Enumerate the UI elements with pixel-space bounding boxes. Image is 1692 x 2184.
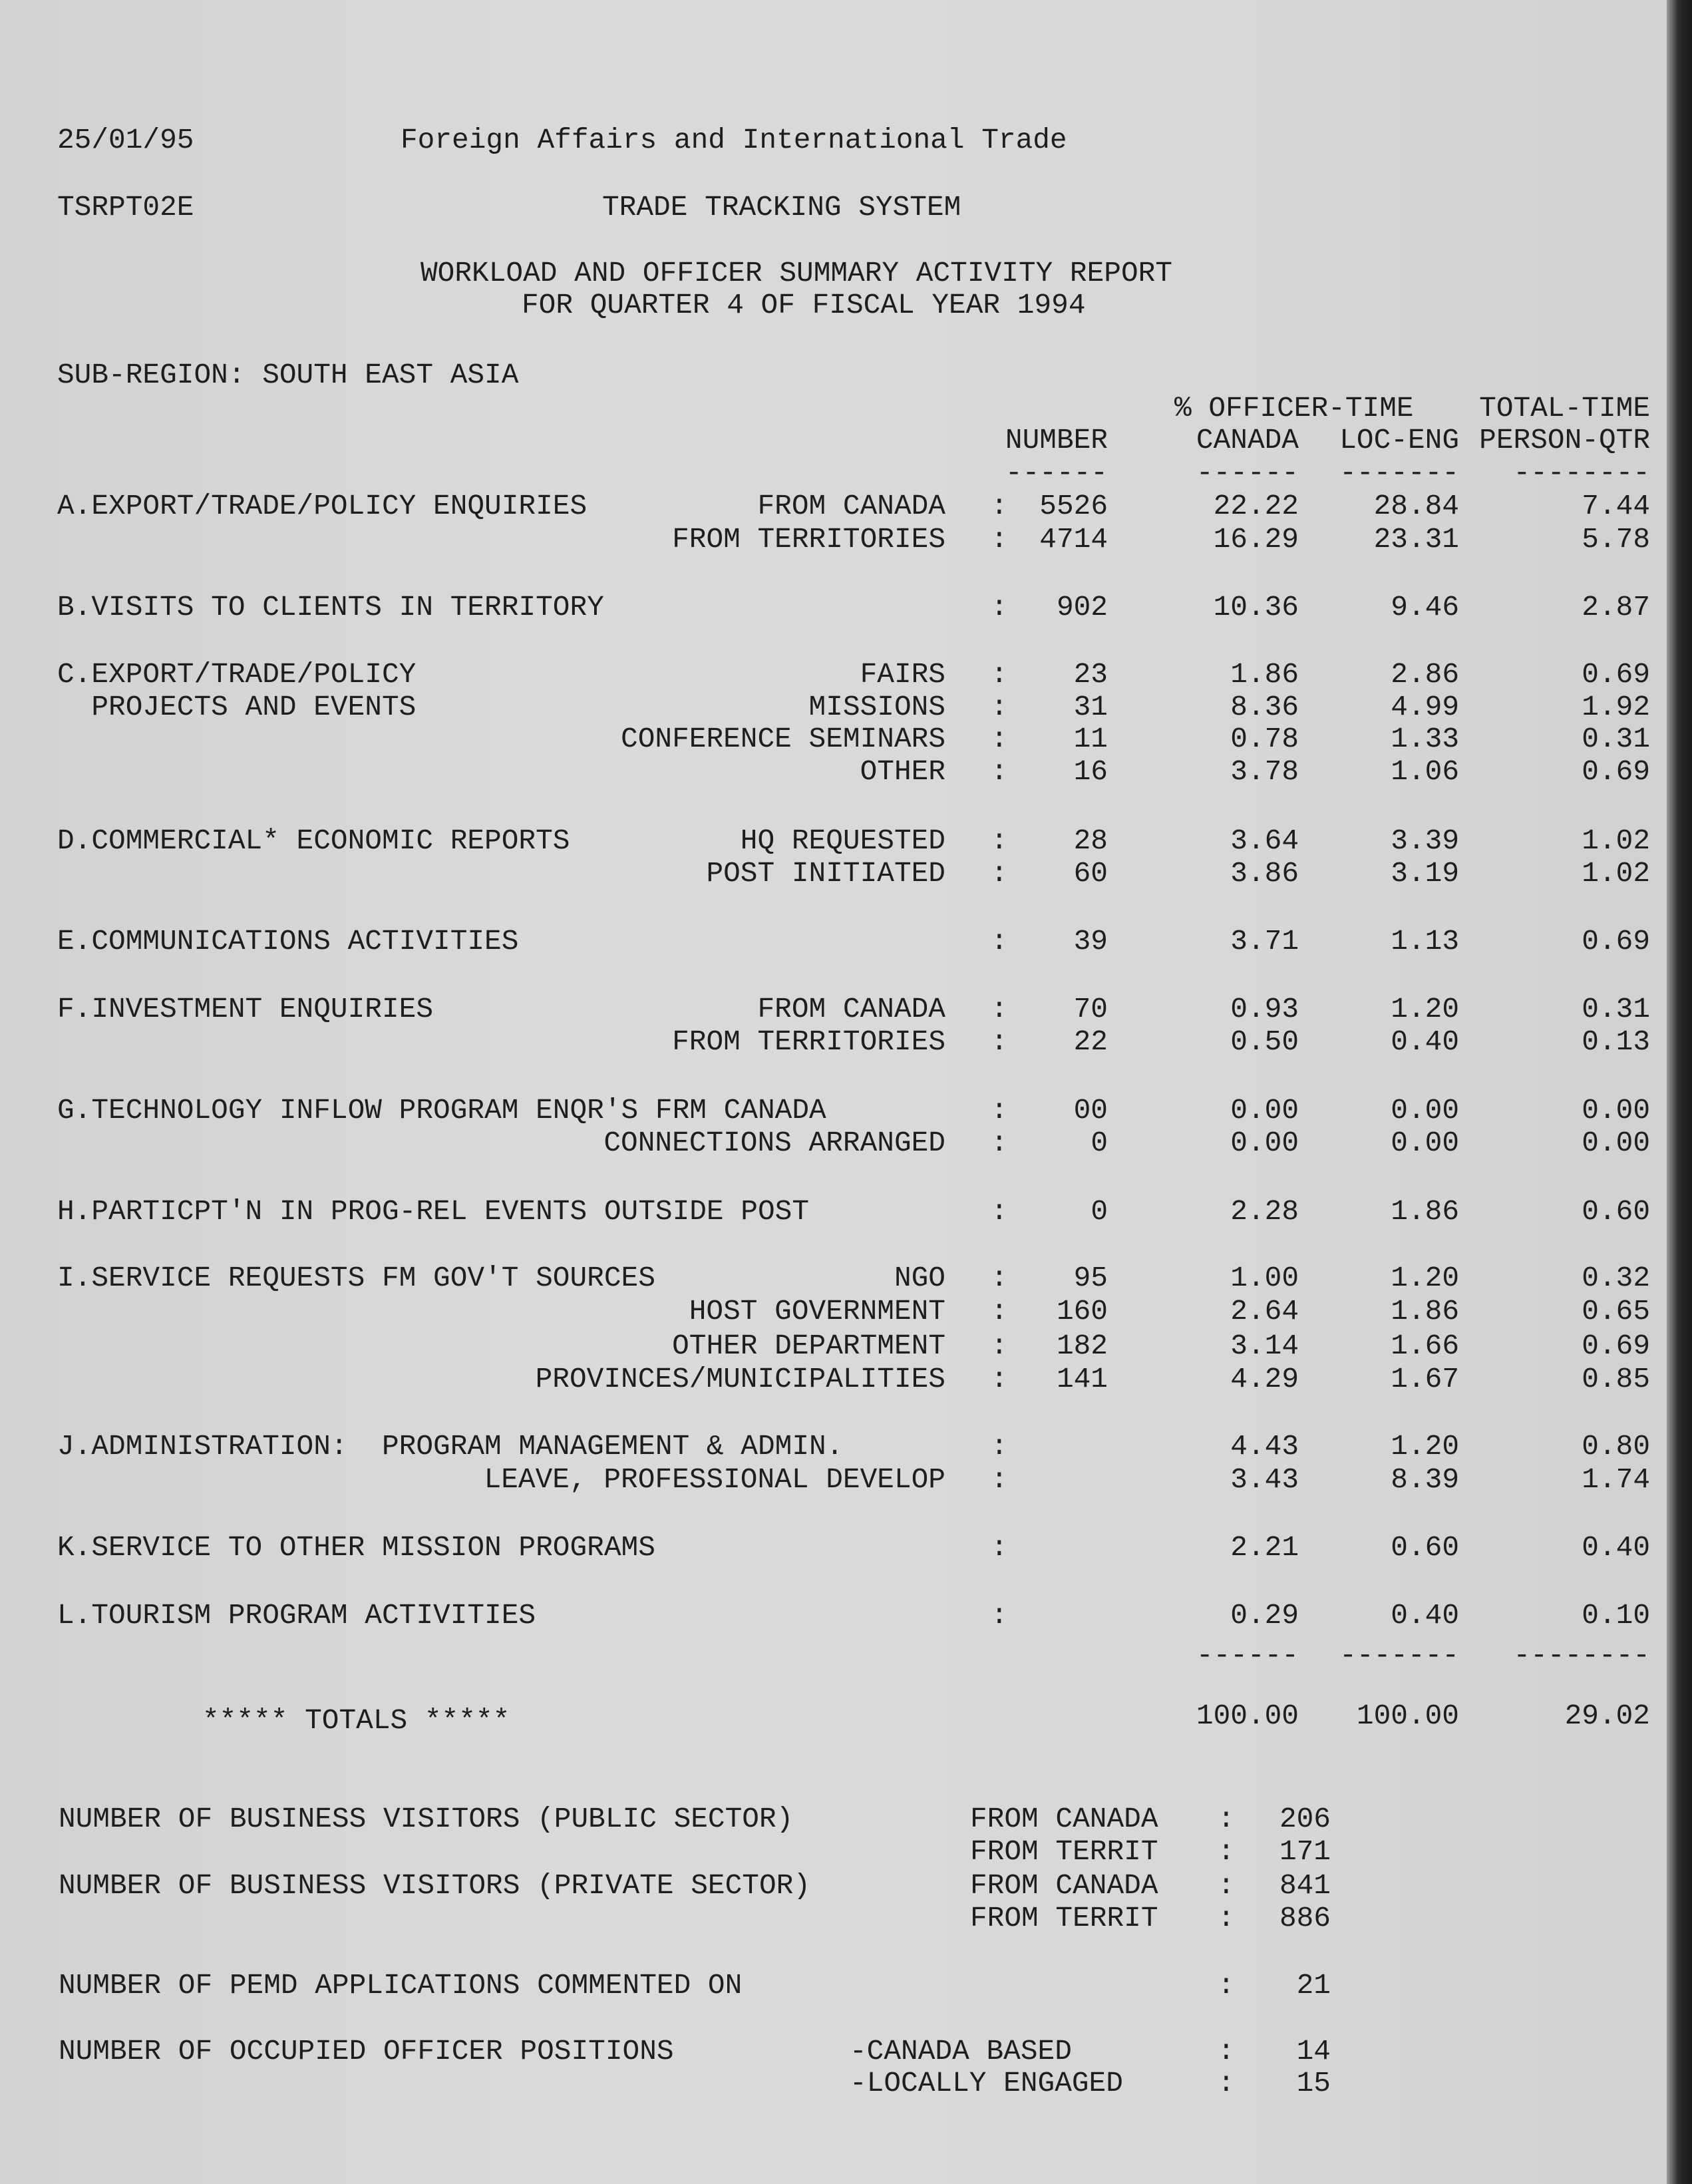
totals-rule-loc-eng: ------- [1339, 1639, 1459, 1672]
row-colon: : [991, 1195, 1008, 1228]
row-loc-eng: 3.19 [1391, 857, 1459, 890]
row-total: 0.00 [1582, 1094, 1650, 1127]
row-total: 0.69 [1582, 1330, 1650, 1362]
visitor-row-value: 886 [1279, 1902, 1331, 1934]
row-colon: : [991, 723, 1008, 755]
visitor-row-colon: : [1218, 1902, 1235, 1934]
row-total: 0.69 [1582, 755, 1650, 788]
row-number: 5526 [1039, 490, 1108, 522]
row-loc-eng: 0.60 [1391, 1531, 1459, 1564]
row-total: 7.44 [1582, 490, 1650, 522]
row-canada: 2.28 [1230, 1195, 1299, 1228]
row-colon: : [991, 658, 1008, 691]
row-number: 902 [1056, 591, 1108, 624]
col-header-person-qtr: PERSON-QTR [1479, 424, 1650, 456]
row-total: 0.10 [1582, 1599, 1650, 1632]
row-sub: HOST GOVERNMENT [689, 1295, 945, 1328]
totals-person-qtr: 29.02 [1564, 1700, 1650, 1732]
visitor-row-colon: : [1218, 1835, 1235, 1868]
row-colon: : [991, 490, 1008, 522]
sub-region: SUB-REGION: SOUTH EAST ASIA [57, 359, 519, 391]
row-number: 22 [1073, 1025, 1108, 1058]
visitor-row-label: NUMBER OF BUSINESS VISITORS (PRIVATE SECTOR) [59, 1869, 811, 1902]
row-number: 23 [1073, 658, 1108, 691]
row-colon: : [991, 1599, 1008, 1632]
col-rule-person-qtr: -------- [1513, 456, 1650, 489]
row-total: 0.40 [1582, 1531, 1650, 1564]
report-date: 25/01/95 [57, 124, 194, 156]
row-total: 1.74 [1582, 1463, 1650, 1496]
visitor-row-source: FROM CANADA [970, 1803, 1158, 1835]
row-number: 70 [1073, 993, 1108, 1025]
report-code: TSRPT02E [57, 191, 194, 224]
visitor-row-value: 206 [1279, 1803, 1331, 1835]
row-sub: CONFERENCE SEMINARS [621, 723, 945, 755]
row-number: 28 [1073, 824, 1108, 857]
visitor-row-source: FROM TERRIT [970, 1902, 1158, 1934]
row-colon: : [991, 1363, 1008, 1395]
row-loc-eng: 1.20 [1391, 1430, 1459, 1463]
pemd-row-colon: : [1218, 1969, 1235, 2002]
col-rule-loc-eng: ------- [1339, 456, 1459, 489]
row-total: 1.02 [1582, 857, 1650, 890]
row-loc-eng: 8.39 [1391, 1463, 1459, 1496]
row-canada: 2.64 [1230, 1295, 1299, 1328]
row-colon: : [991, 1262, 1008, 1294]
row-loc-eng: 4.99 [1391, 691, 1459, 723]
row-sub: FROM CANADA [757, 490, 945, 522]
row-total: 0.31 [1582, 723, 1650, 755]
row-colon: : [991, 925, 1008, 958]
row-total: 0.00 [1582, 1127, 1650, 1159]
row-canada: 1.00 [1230, 1262, 1299, 1294]
row-sub: HQ REQUESTED [740, 824, 945, 857]
row-total: 0.60 [1582, 1195, 1650, 1228]
pemd-row-value: 21 [1296, 1969, 1331, 2002]
visitor-row-source: FROM TERRIT [970, 1835, 1158, 1868]
row-category: F.INVESTMENT ENQUIRIES [57, 993, 434, 1025]
row-colon: : [991, 591, 1008, 624]
row-loc-eng: 1.86 [1391, 1295, 1459, 1328]
visitor-row-colon: : [1218, 1803, 1235, 1835]
position-row-value: 15 [1296, 2067, 1331, 2099]
row-loc-eng: 3.39 [1391, 824, 1459, 857]
row-colon: : [991, 993, 1008, 1025]
row-colon: : [991, 1295, 1008, 1328]
row-number: 0 [1091, 1195, 1108, 1228]
row-total: 1.02 [1582, 824, 1650, 857]
col-header-loc-eng: LOC-ENG [1339, 424, 1459, 456]
row-canada: 3.78 [1230, 755, 1299, 788]
row-number: 141 [1056, 1363, 1108, 1395]
row-category: A.EXPORT/TRADE/POLICY ENQUIRIES [57, 490, 588, 522]
position-row-source: -LOCALLY ENGAGED [850, 2067, 1123, 2099]
row-loc-eng: 1.33 [1391, 723, 1459, 755]
row-category: PROJECTS AND EVENTS [57, 691, 417, 723]
row-sub: POST INITIATED [706, 857, 945, 890]
row-sub: OTHER [860, 755, 945, 788]
row-number: 00 [1073, 1094, 1108, 1127]
row-category: H.PARTICPT'N IN PROG-REL EVENTS OUTSIDE POST [57, 1195, 810, 1228]
totals-loc-eng: 100.00 [1356, 1700, 1459, 1732]
row-canada: 16.29 [1213, 523, 1299, 556]
visitor-row-source: FROM CANADA [970, 1869, 1158, 1902]
row-category: C.EXPORT/TRADE/POLICY [57, 658, 417, 691]
row-loc-eng: 1.13 [1391, 925, 1459, 958]
row-colon: : [991, 824, 1008, 857]
totals-label: ***** TOTALS ***** [202, 1704, 510, 1737]
col-header-number: NUMBER [1005, 424, 1108, 456]
page-shadow-edge [1667, 0, 1692, 2184]
row-canada: 3.14 [1230, 1330, 1299, 1362]
row-canada: 4.43 [1230, 1430, 1299, 1463]
row-category: E.COMMUNICATIONS ACTIVITIES [57, 925, 519, 958]
row-sub: LEAVE, PROFESSIONAL DEVELOP [484, 1463, 945, 1496]
row-category: I.SERVICE REQUESTS FM GOV'T SOURCES [57, 1262, 655, 1294]
totals-rule-canada: ------ [1196, 1639, 1299, 1672]
position-row-colon: : [1218, 2067, 1235, 2099]
pemd-row-label: NUMBER OF PEMD APPLICATIONS COMMENTED ON [59, 1969, 743, 2002]
row-loc-eng: 1.20 [1391, 1262, 1459, 1294]
row-total: 5.78 [1582, 523, 1650, 556]
row-sub: CONNECTIONS ARRANGED [603, 1127, 945, 1159]
row-sub: FROM TERRITORIES [672, 523, 945, 556]
row-colon: : [991, 691, 1008, 723]
row-category: B.VISITS TO CLIENTS IN TERRITORY [57, 591, 604, 624]
row-canada: 3.86 [1230, 857, 1299, 890]
visitor-row-value: 171 [1279, 1835, 1331, 1868]
row-canada: 0.93 [1230, 993, 1299, 1025]
row-canada: 22.22 [1213, 490, 1299, 522]
row-sub: OTHER DEPARTMENT [672, 1330, 945, 1362]
row-total: 0.65 [1582, 1295, 1650, 1328]
position-row-value: 14 [1296, 2035, 1331, 2068]
row-sub: MISSIONS [808, 691, 945, 723]
row-colon: : [991, 1463, 1008, 1496]
row-total: 0.69 [1582, 925, 1650, 958]
row-canada: 0.29 [1230, 1599, 1299, 1632]
position-row-colon: : [1218, 2035, 1235, 2068]
row-loc-eng: 1.06 [1391, 755, 1459, 788]
row-total: 0.80 [1582, 1430, 1650, 1463]
row-sub: FAIRS [860, 658, 945, 691]
row-total: 1.92 [1582, 691, 1650, 723]
row-loc-eng: 0.00 [1391, 1127, 1459, 1159]
row-colon: : [991, 1127, 1008, 1159]
row-loc-eng: 0.40 [1391, 1025, 1459, 1058]
totals-rule-person-qtr: -------- [1513, 1639, 1650, 1672]
row-sub: NGO [894, 1262, 945, 1294]
col-header-officer-time: % OFFICER-TIME [1174, 392, 1414, 425]
visitor-row-colon: : [1218, 1869, 1235, 1902]
row-colon: : [991, 1531, 1008, 1564]
row-canada: 1.86 [1230, 658, 1299, 691]
row-sub: FROM TERRITORIES [672, 1025, 945, 1058]
row-canada: 2.21 [1230, 1531, 1299, 1564]
row-total: 0.32 [1582, 1262, 1650, 1294]
col-header-canada: CANADA [1196, 424, 1299, 456]
row-loc-eng: 0.40 [1391, 1599, 1459, 1632]
row-total: 0.69 [1582, 658, 1650, 691]
row-total: 0.13 [1582, 1025, 1650, 1058]
row-loc-eng: 23.31 [1373, 523, 1459, 556]
row-colon: : [991, 755, 1008, 788]
row-colon: : [991, 1094, 1008, 1127]
row-total: 0.31 [1582, 993, 1650, 1025]
row-canada: 0.78 [1230, 723, 1299, 755]
col-rule-canada: ------ [1196, 456, 1299, 489]
row-loc-eng: 1.67 [1391, 1363, 1459, 1395]
col-header-total-time: TOTAL-TIME [1479, 392, 1650, 425]
row-canada: 3.64 [1230, 824, 1299, 857]
row-number: 4714 [1039, 523, 1108, 556]
row-number: 16 [1073, 755, 1108, 788]
row-number: 60 [1073, 857, 1108, 890]
row-loc-eng: 2.86 [1391, 658, 1459, 691]
row-number: 0 [1091, 1127, 1108, 1159]
report-subtitle: FOR QUARTER 4 OF FISCAL YEAR 1994 [522, 289, 1086, 321]
visitor-row-value: 841 [1279, 1869, 1331, 1902]
row-colon: : [991, 1330, 1008, 1362]
row-sub: FROM CANADA [757, 993, 945, 1025]
row-canada: 10.36 [1213, 591, 1299, 624]
row-canada: 8.36 [1230, 691, 1299, 723]
row-number: 11 [1073, 723, 1108, 755]
totals-canada: 100.00 [1196, 1700, 1299, 1732]
row-loc-eng: 1.66 [1391, 1330, 1459, 1362]
row-category: K.SERVICE TO OTHER MISSION PROGRAMS [57, 1531, 655, 1564]
report-title: WORKLOAD AND OFFICER SUMMARY ACTIVITY REPORT [421, 257, 1173, 289]
row-loc-eng: 28.84 [1373, 490, 1459, 522]
row-total: 2.87 [1582, 591, 1650, 624]
department-name: Foreign Affairs and International Trade [401, 124, 1067, 156]
row-loc-eng: 0.00 [1391, 1094, 1459, 1127]
system-name: TRADE TRACKING SYSTEM [602, 191, 961, 224]
row-canada: 4.29 [1230, 1363, 1299, 1395]
visitor-row-label: NUMBER OF BUSINESS VISITORS (PUBLIC SECTOR) [59, 1803, 794, 1835]
row-category: J.ADMINISTRATION: PROGRAM MANAGEMENT & ADMIN. [57, 1430, 844, 1463]
row-colon: : [991, 1430, 1008, 1463]
row-number: 160 [1056, 1295, 1108, 1328]
row-canada: 3.43 [1230, 1463, 1299, 1496]
row-canada: 0.00 [1230, 1094, 1299, 1127]
row-colon: : [991, 1025, 1008, 1058]
row-number: 31 [1073, 691, 1108, 723]
row-canada: 3.71 [1230, 925, 1299, 958]
row-category: G.TECHNOLOGY INFLOW PROGRAM ENQR'S FRM CANADA [57, 1094, 826, 1127]
row-category: D.COMMERCIAL* ECONOMIC REPORTS [57, 824, 570, 857]
row-category: L.TOURISM PROGRAM ACTIVITIES [57, 1599, 536, 1632]
row-loc-eng: 1.86 [1391, 1195, 1459, 1228]
row-total: 0.85 [1582, 1363, 1650, 1395]
row-number: 182 [1056, 1330, 1108, 1362]
position-row-label: NUMBER OF OCCUPIED OFFICER POSITIONS [59, 2035, 674, 2068]
row-sub: PROVINCES/MUNICIPALITIES [535, 1363, 945, 1395]
row-number: 39 [1073, 925, 1108, 958]
row-loc-eng: 9.46 [1391, 591, 1459, 624]
row-canada: 0.50 [1230, 1025, 1299, 1058]
row-number: 95 [1073, 1262, 1108, 1294]
row-colon: : [991, 857, 1008, 890]
row-colon: : [991, 523, 1008, 556]
position-row-source: -CANADA BASED [850, 2035, 1072, 2068]
row-loc-eng: 1.20 [1391, 993, 1459, 1025]
row-canada: 0.00 [1230, 1127, 1299, 1159]
col-rule-number: ------ [1005, 456, 1108, 489]
